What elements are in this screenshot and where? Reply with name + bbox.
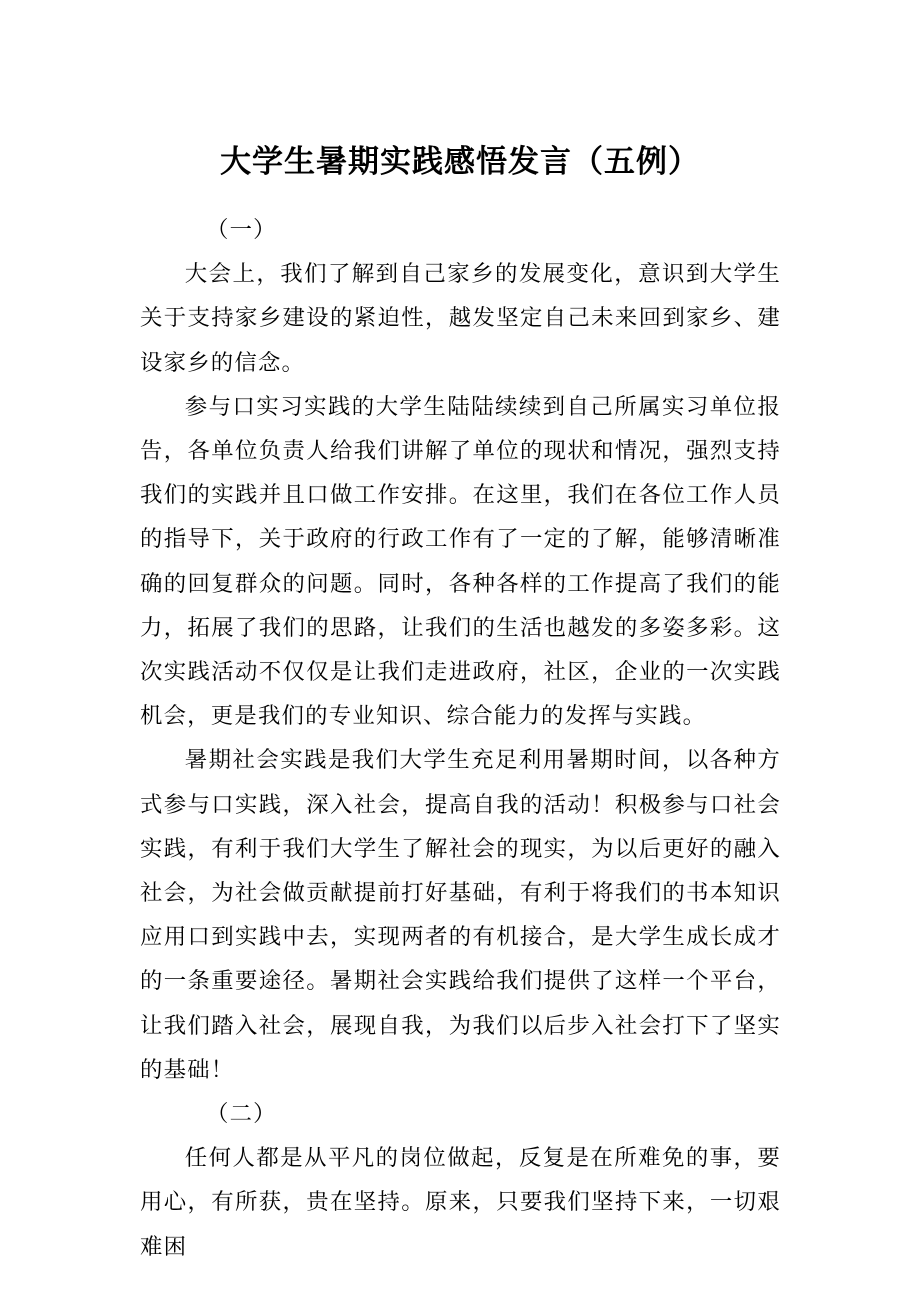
section-heading-1: （一） <box>206 217 277 243</box>
document-body <box>140 208 781 1269</box>
section-heading-2: （二） <box>206 1101 277 1128</box>
paragraph-1-2: 参与口实习实践的大学生陆陆续续到自己所属实习单位报告，各单位负责人给我们讲解了单位的现状和情况，强烈支持我们的实践并且口做工作安排。在这里，我们在各位工作人员的指导下，关于政府的行政工作有了一定的了解，能够清晰准确的回复群众的问题。同时，各种各样的工作提高了我们的能力，拓展了我们的思路，让我们的生活也越发的多姿多彩。这次实践活动不仅仅是让我们走进政府，社区，企业的一次实践机会，更是我们的专业知识、综合能力的发挥与实践。 <box>140 393 781 730</box>
paragraph-1-1: 大会上，我们了解到自己家乡的发展变化，意识到大学生关于支持家乡建设的紧迫性，越发坚定自己未来回到家乡、建设家乡的信念。 <box>140 261 781 376</box>
paragraph-1-3: 暑期社会实践是我们大学生充足利用暑期时间，以各种方式参与口实践，深入社会，提高自我的活动！积极参与口社会实践，有利于我们大学生了解社会的现实，为以后更好的融入社会，为社会做贡献提前打好基础，有利于将我们的书本知识应用口到实践中去，实现两者的有机接合，是大学生成长成才的一条重要途径。暑期社会实践给我们提供了这样一个平台，让我们踏入社会，展现自我，为我们以后步入社会打下了坚实的基础！ <box>140 747 781 1083</box>
document-title: 大学生暑期实践感悟发言（五例） <box>220 144 700 180</box>
paragraph-2-1: 任何人都是从平凡的岗位做起，反复是在所难免的事，要用心，有所获，贵在坚持。原来，只要我们坚持下来，一切艰难困 <box>140 1145 781 1260</box>
